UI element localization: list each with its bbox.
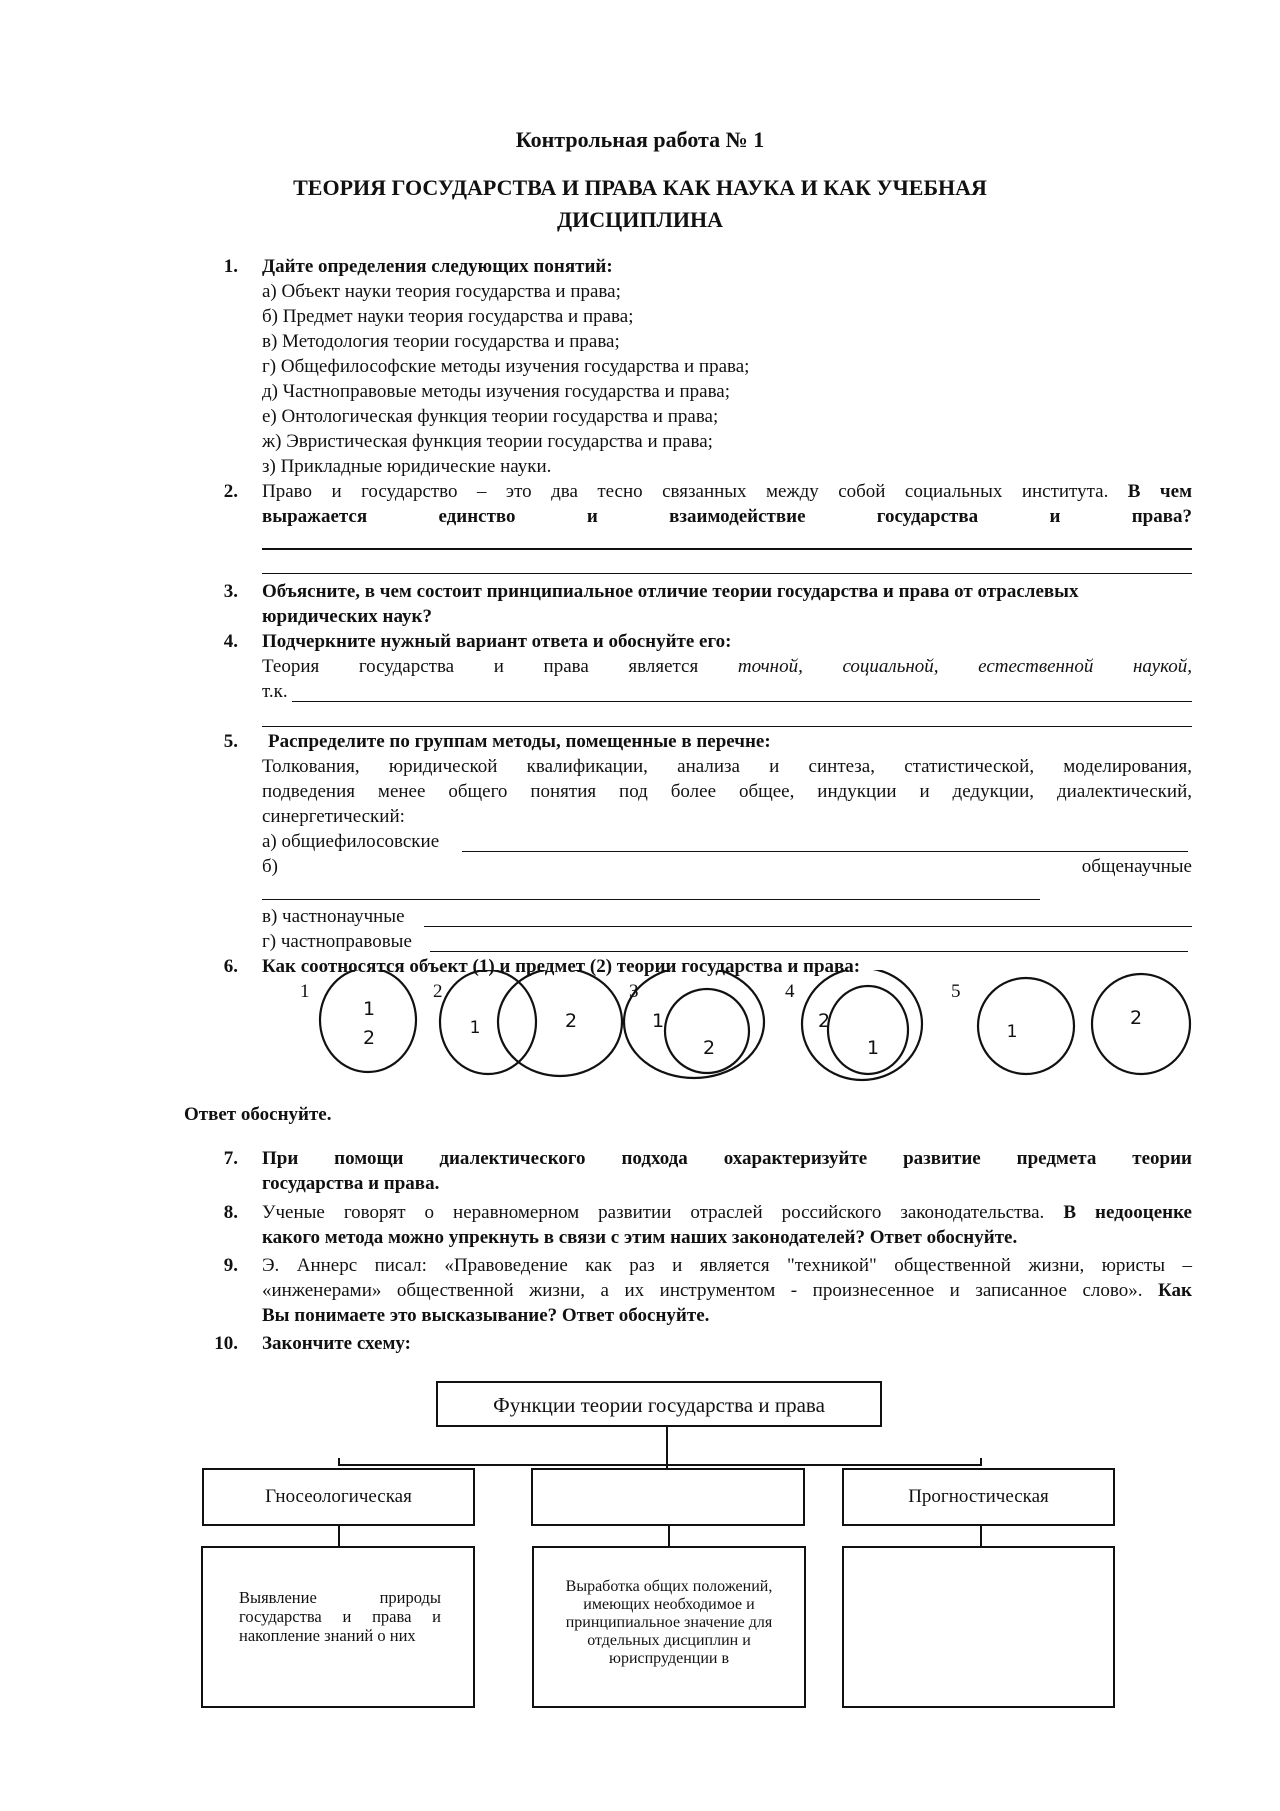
answer-line xyxy=(462,851,1188,852)
q2-line1 xyxy=(262,479,1192,504)
q3-line1: Объясните, в чем состоит принципиальное отличие теории государства и права от отраслевых xyxy=(262,581,1079,602)
scheme-right-box xyxy=(842,1468,1115,1526)
circle-object-separate xyxy=(978,978,1074,1074)
q3-line2: юридических наук? xyxy=(262,606,432,627)
scheme-left-box xyxy=(202,1468,475,1526)
variant-number: 5 xyxy=(951,981,961,1002)
q9-line2-bold: Как xyxy=(1158,1280,1192,1301)
q5-a: а) общиефилосовские xyxy=(262,831,440,852)
question-number: 6. xyxy=(223,956,238,977)
scheme-left-desc: Выявление природы государства и права и накопление знаний о них xyxy=(239,1588,441,1645)
q1-item: е) Онтологическая функция теории государства и права; xyxy=(262,406,719,427)
q5-line1: Толкования, юридической квалификации, анализа и синтеза, статистической, моделирования, xyxy=(262,756,1192,777)
q9-line2-plain: «инженерами» общественной жизни, а их инструментом - произнесенное и записанное слово». xyxy=(262,1280,1143,1301)
question-number: 9. xyxy=(223,1255,238,1276)
scheme-middle-desc: Выработка общих положений, имеющих необходимое и принципиальное значение для отдельных дисциплин и юриспруденции в xyxy=(565,1578,773,1667)
question-number: 3. xyxy=(223,581,238,602)
q10-prompt: Закончите схему: xyxy=(262,1333,412,1354)
q5-d: г) частноправовые xyxy=(262,931,412,952)
q4-plain: Теория государства и права является xyxy=(262,656,699,677)
q8-bold-a: В недооценке xyxy=(1063,1202,1192,1223)
circle-label: 1 xyxy=(1006,1022,1018,1042)
q5-b-left: б) xyxy=(262,856,278,877)
q1-item: а) Объект науки теория государства и права; xyxy=(262,281,621,302)
q1-item: з) Прикладные юридические науки. xyxy=(262,456,552,477)
connector xyxy=(668,1526,670,1546)
question-number: 8. xyxy=(223,1202,238,1223)
circle-subject xyxy=(498,970,622,1076)
scheme-right-desc-box[interactable] xyxy=(842,1546,1115,1708)
circle-label: 2 xyxy=(702,1037,716,1059)
scheme-left-desc-box xyxy=(201,1546,475,1708)
q1-item: ж) Эвристическая функция теории государства и права; xyxy=(262,431,713,452)
scheme-top-label: Функции теории государства и права xyxy=(493,1393,825,1417)
q8-line1 xyxy=(262,1200,1192,1225)
circle-label: 2 xyxy=(564,1010,578,1032)
document-subtitle-line1: ТЕОРИЯ ГОСУДАРСТВА И ПРАВА КАК НАУКА И КАК УЧЕБНАЯ xyxy=(293,175,987,200)
variant-number: 4 xyxy=(785,981,795,1002)
q9-line1: Э. Аннерс писал: «Правоведение как раз и является "техникой" общественной жизни, юристы – xyxy=(262,1255,1192,1276)
circle-label: 1 xyxy=(362,998,376,1020)
q5-b-right: общенаучные xyxy=(1081,856,1192,877)
variant-number: 1 xyxy=(300,981,310,1002)
answer-line xyxy=(262,726,1192,727)
q4-prompt: Подчеркните нужный вариант ответа и обоснуйте его: xyxy=(262,631,732,652)
q2-bold-b: выражается единство и взаимодействие государства и права? xyxy=(262,506,1192,527)
circle-label: 1 xyxy=(651,1010,665,1032)
question-number: 2. xyxy=(223,481,238,502)
q5-c: в) частнонаучные xyxy=(262,906,405,927)
circle-label: 1 xyxy=(469,1018,481,1038)
question-number: 1. xyxy=(223,256,238,277)
q4-statement xyxy=(262,654,1192,679)
circle-object-outer xyxy=(624,970,764,1078)
scheme-middle-box[interactable] xyxy=(531,1468,805,1526)
q1-item: г) Общефилософские методы изучения государства и права; xyxy=(262,356,750,377)
q1-item: б) Предмет науки теория государства и права; xyxy=(262,306,634,327)
q5-line3: синергетический: xyxy=(262,806,405,827)
variant-number: 2 xyxy=(433,981,443,1002)
question-number: 4. xyxy=(223,631,238,652)
q6-justify: Ответ обоснуйте. xyxy=(184,1104,332,1125)
connector xyxy=(338,1526,340,1546)
question-number: 7. xyxy=(223,1148,238,1169)
circle-object-inner xyxy=(828,986,908,1074)
circle-label: 2 xyxy=(817,1010,831,1032)
scheme-middle-desc-box xyxy=(532,1546,806,1708)
scheme-top-box xyxy=(436,1381,882,1427)
connector xyxy=(980,1526,982,1546)
q1-item: д) Частноправовые методы изучения государства и права; xyxy=(262,381,730,402)
q1-item: в) Методология теории государства и права; xyxy=(262,331,620,352)
scheme-right-label: Прогностическая xyxy=(908,1486,1049,1507)
q6-prompt: Как соотносятся объект (1) и предмет (2) теории государства и права: xyxy=(262,956,861,977)
q9-line2 xyxy=(262,1278,1192,1303)
q9-line3: Вы понимаете это высказывание? Ответ обоснуйте. xyxy=(262,1305,710,1326)
connector xyxy=(338,1464,982,1466)
document-subtitle-line2: ДИСЦИПЛИНА xyxy=(557,207,723,232)
q5-prompt: Распределите по группам методы, помещенные в перечне: xyxy=(268,731,771,752)
document-title: Контрольная работа № 1 xyxy=(515,127,765,152)
scheme-left-label: Гносеологическая xyxy=(265,1486,412,1507)
answer-line xyxy=(262,899,1040,900)
connector xyxy=(338,1458,340,1466)
q8-bold-b: какого метода можно упрекнуть в связи с этим наших законодателей? Ответ обоснуйте. xyxy=(262,1227,1018,1248)
answer-line xyxy=(430,951,1188,952)
q4-options: точной, социальной, естественной наукой, xyxy=(737,656,1192,677)
q5-line2: подведения менее общего понятия под более общее, индукции и дедукции, диалектический, xyxy=(262,781,1192,802)
circle-subject-inner xyxy=(665,989,749,1073)
question-number: 10. xyxy=(214,1333,238,1354)
circle-label: 2 xyxy=(362,1027,376,1049)
q4-tk: т.к. xyxy=(262,681,288,702)
answer-line xyxy=(424,926,1192,927)
answer-line xyxy=(262,573,1192,574)
q7-line2: государства и права. xyxy=(262,1173,440,1194)
q8-text: Ученые говорят о неравномерном развитии отраслей российского законодательства. xyxy=(262,1202,1045,1223)
connector xyxy=(980,1458,982,1466)
relationship-diagrams xyxy=(0,970,1280,1095)
variant-number: 3 xyxy=(629,981,639,1002)
q1-prompt: Дайте определения следующих понятий: xyxy=(262,256,613,277)
circle-object-subject xyxy=(320,970,416,1072)
circle-label: 2 xyxy=(1129,1007,1143,1029)
q2-bold-a: В чем xyxy=(1127,481,1193,502)
answer-line xyxy=(292,701,1192,702)
answer-line xyxy=(262,548,1192,550)
question-number: 5. xyxy=(223,731,238,752)
q2-text: Право и государство – это два тесно связанных между собой социальных института. xyxy=(262,481,1109,502)
circle-label: 1 xyxy=(866,1037,880,1059)
circle-object xyxy=(440,970,536,1074)
q7-line1: При помощи диалектического подхода охарактеризуйте развитие предмета теории xyxy=(262,1148,1192,1169)
